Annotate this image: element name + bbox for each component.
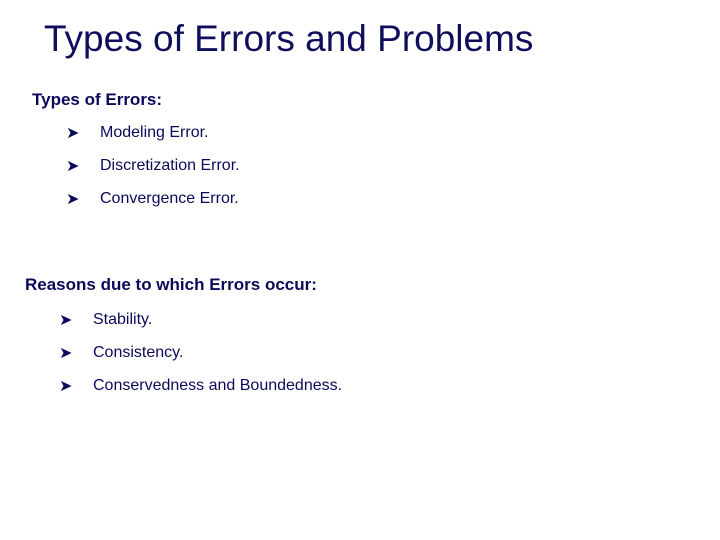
list-item-label: Stability.: [93, 310, 153, 328]
list-item-label: Consistency.: [93, 343, 184, 361]
arrow-right-icon: ➤: [66, 124, 80, 142]
arrow-right-icon: ➤: [59, 344, 73, 362]
list-item: [66, 149, 240, 182]
list-item: [59, 303, 342, 336]
error-reasons-list: [59, 303, 342, 402]
list-item: [66, 182, 240, 215]
arrow-right-icon: ➤: [66, 190, 80, 208]
section-heading-types-of-errors: Types of Errors:: [32, 90, 163, 109]
list-item-label: Convergence Error.: [100, 189, 239, 207]
types-of-errors-list: [66, 116, 240, 215]
arrow-right-icon: ➤: [59, 311, 73, 329]
arrow-right-icon: ➤: [59, 377, 73, 395]
list-item: [59, 336, 342, 369]
list-item-label: Modeling Error.: [100, 123, 209, 141]
list-item-label: Discretization Error.: [100, 156, 240, 174]
arrow-right-icon: ➤: [66, 157, 80, 175]
list-item: [66, 116, 240, 149]
slide-title: Types of Errors and Problems: [44, 18, 534, 59]
list-item-label: Conservedness and Boundedness.: [93, 376, 343, 394]
list-item: [59, 369, 342, 402]
section-heading-error-reasons: Reasons due to which Errors occur:: [25, 275, 317, 294]
